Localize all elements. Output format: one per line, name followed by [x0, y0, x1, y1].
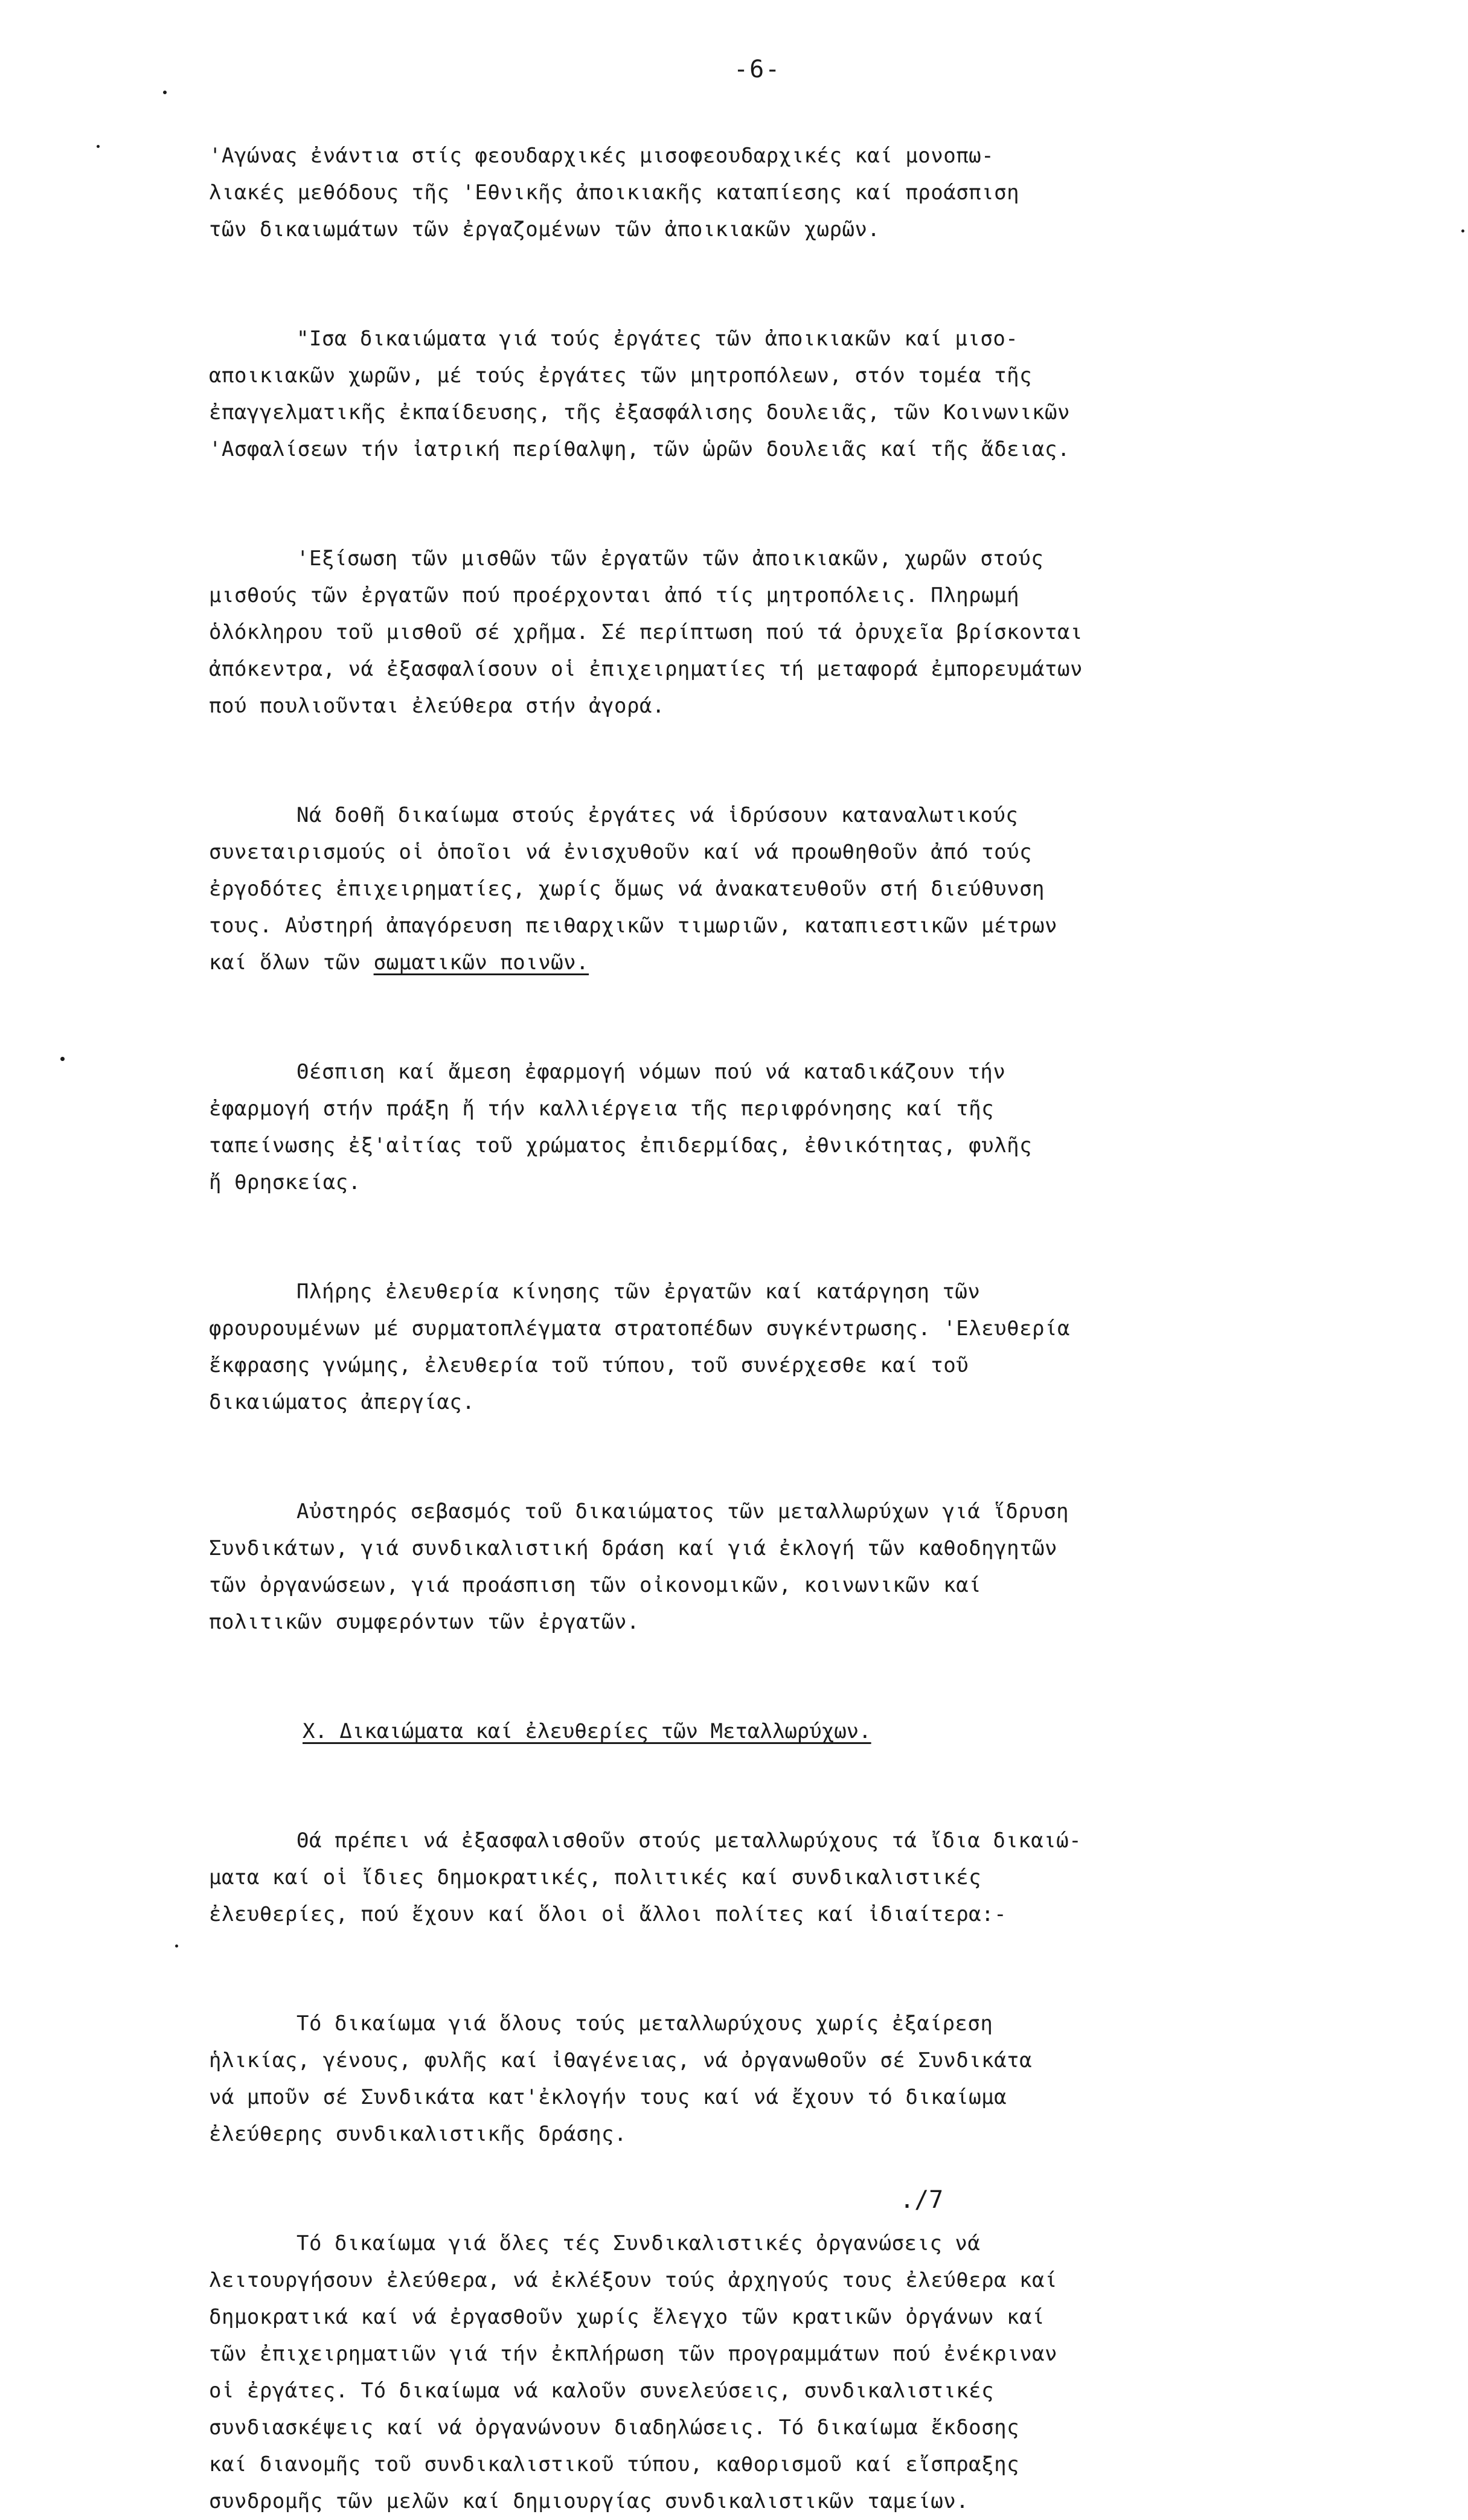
text-line: λιακές μεθόδους τῆς 'Εθνικῆς ἀποικιακῆς καταπίεσης καί προάσπιση	[209, 181, 1020, 205]
scan-speck	[175, 1945, 178, 1948]
scan-speck	[97, 145, 100, 148]
paragraph	[209, 1493, 1308, 1641]
paragraph	[209, 1054, 1308, 1201]
paragraph	[209, 2225, 1308, 2520]
text-line: πού πουλιοῦνται ἐλεύθερα στήν ἀγορά.	[209, 694, 665, 718]
text-line: Τό δικαίωμα γιά ὅλες τές Συνδικαλιστικές ὀργανώσεις νά	[296, 2231, 981, 2255]
text-line: ἤ θρησκείας.	[209, 1170, 361, 1194]
text-line: Θέσπιση καί ἄμεση ἐφαρμογή νόμων πού νά καταδικάζουν τήν	[296, 1060, 1006, 1084]
paragraph	[209, 797, 1308, 981]
text-line: τῶν ἐπιχειρηματιῶν γιά τήν ἐκπλήρωση τῶν προγραμμάτων πού ἐνέκριναν	[209, 2342, 1057, 2366]
text-line: Πλήρης ἐλευθερία κίνησης τῶν ἐργατῶν καί κατάργηση τῶν	[296, 1280, 981, 1304]
text-line-with-underline: καί ὅλων τῶν σωματικῶν ποινῶν.	[209, 951, 589, 975]
paragraph	[209, 1823, 1308, 1933]
text-line: 'Εξίσωση τῶν μισθῶν τῶν ἐργατῶν τῶν ἀποικιακῶν, χωρῶν στούς	[296, 547, 1044, 571]
text-line: 'Ασφαλίσεων τήν ἰατρική περίθαλψη, τῶν ὡρῶν δουλειᾶς καί τῆς ἄδειας.	[209, 437, 1070, 461]
text-line: ὁλόκληρου τοῦ μισθοῦ σέ χρῆμα. Σέ περίπτωση πού τά ὀρυχεῖα βρίσκονται	[209, 620, 1083, 644]
paragraph	[209, 1274, 1308, 1421]
section-heading: X. Δικαιώματα καί ἐλευθερίες τῶν Μεταλλωρύχων.	[303, 1719, 871, 1743]
scan-speck	[60, 1057, 65, 1061]
document-body	[209, 138, 1308, 2520]
text-line: συνδρομῆς τῶν μελῶν καί δημιουργίας συνδικαλιστικῶν ταμείων.	[209, 2489, 969, 2513]
paragraph	[209, 138, 1308, 248]
text-line: λειτουργήσουν ἐλεύθερα, νά ἐκλέξουν τούς ἀρχηγούς τους ἐλεύθερα καί	[209, 2268, 1057, 2292]
paragraph	[209, 540, 1308, 725]
text-line: πολιτικῶν συμφερόντων τῶν ἐργατῶν.	[209, 1610, 639, 1634]
text-line: ἐλεύθερης συνδικαλιστικῆς δράσης.	[209, 2122, 627, 2146]
text-line: Νά δοθῆ δικαίωμα στούς ἐργάτες νά ἱδρύσουν καταναλωτικούς	[296, 803, 1019, 827]
text-line: ἐφαρμογή στήν πράξη ἤ τήν καλλιέργεια τῆς περιφρόνησης καί τῆς	[209, 1097, 995, 1121]
text-line: ἐλευθερίες, πού ἔχουν καί ὅλοι οἱ ἄλλοι πολίτες καί ἰδιαίτερα:-	[209, 1902, 1007, 1926]
text-line: ἐπαγγελματικῆς ἐκπαίδευσης, τῆς ἐξασφάλισης δουλειᾶς, τῶν Κοινωνικῶν	[209, 400, 1070, 425]
text-line: ματα καί οἱ ἴδιες δημοκρατικές, πολιτικές καί συνδικαλιστικές	[209, 1865, 982, 1890]
text-line: 'Αγώνας ἐνάντια στίς φεουδαρχικές μισοφεουδαρχικές καί μονοπω-	[209, 144, 995, 168]
text-line: δημοκρατικά καί νά ἐργασθοῦν χωρίς ἔλεγχο τῶν κρατικῶν ὀργάνων καί	[209, 2305, 1045, 2329]
text-line: συνεταιρισμούς οἱ ὁποῖοι νά ἐνισχυθοῦν καί νά προωθηθοῦν ἀπό τούς	[209, 840, 1033, 864]
text-line: Τό δικαίωμα γιά ὅλους τούς μεταλλωρύχους χωρίς ἐξαίρεση	[296, 2012, 993, 2036]
text-line: οἱ ἐργάτες. Τό δικαίωμα νά καλοῦν συνελεύσεις, συνδικαλιστικές	[209, 2379, 995, 2403]
text-line: τῶν δικαιωμάτων τῶν ἐργαζομένων τῶν ἀποικιακῶν χωρῶν.	[209, 217, 880, 242]
paragraph	[209, 2005, 1308, 2153]
paragraph	[209, 321, 1308, 468]
scan-speck	[1461, 229, 1464, 232]
text-line: Συνδικάτων, γιά συνδικαλιστική δράση καί γιά ἐκλογή τῶν καθοδηγητῶν	[209, 1536, 1057, 1560]
text-line: τους. Αὐστηρή ἀπαγόρευση πειθαρχικῶν τιμωριῶν, καταπιεστικῶν μέτρων	[209, 914, 1057, 938]
page-number: -6-	[734, 56, 781, 83]
text-line: ἀπόκεντρα, νά ἐξασφαλίσουν οἱ ἐπιχειρηματίες τή μεταφορά ἐμπορευμάτων	[209, 657, 1083, 681]
text-line: "Ισα δικαιώματα γιά τούς ἐργάτες τῶν ἀποικιακῶν καί μισο-	[296, 327, 1019, 351]
text-line: ταπείνωσης ἐξ'αἰτίας τοῦ χρώματος ἐπιδερμίδας, ἐθνικότητας, φυλῆς	[209, 1133, 1033, 1158]
text-line: φρουρουμένων μέ συρματοπλέγματα στρατοπέδων συγκέντρωσης. 'Ελευθερία	[209, 1316, 1070, 1341]
text-line: ἐργοδότες ἐπιχειρηματίες, χωρίς ὅμως νά ἀνακατευθοῦν στή διεύθυνση	[209, 877, 1045, 901]
underlined-phrase: σωματικῶν ποινῶν.	[373, 951, 589, 975]
text-line: νά μποῦν σέ Συνδικάτα κατ'ἐκλογήν τους καί νά ἔχουν τό δικαίωμα	[209, 2085, 1007, 2109]
text-line: ἡλικίας, γένους, φυλῆς καί ἰθαγένειας, νά ὀργανωθοῦν σέ Συνδικάτα	[209, 2048, 1033, 2073]
text-line: αποικιακῶν χωρῶν, μέ τούς ἐργάτες τῶν μητροπόλεων, στόν τομέα τῆς	[209, 364, 1033, 388]
text-line: δικαιώματος ἀπεργίας.	[209, 1390, 475, 1414]
text-line: Αὐστηρός σεβασμός τοῦ δικαιώματος τῶν μεταλλωρύχων γιά ἵδρυση	[296, 1499, 1069, 1524]
scan-speck	[163, 91, 167, 94]
continuation-mark: ./7	[900, 2186, 944, 2214]
text-line: τῶν ὀργανώσεων, γιά προάσπιση τῶν οἰκονομικῶν, κοινωνικῶν καί	[209, 1573, 982, 1597]
text-line: συνδιασκέψεις καί νά ὀργανώνουν διαδηλώσεις. Τό δικαίωμα ἔκδοσης	[209, 2416, 1020, 2440]
text-line: καί διανομῆς τοῦ συνδικαλιστικοῦ τύπου, καθορισμοῦ καί εἴσπραξης	[209, 2452, 1020, 2477]
text-line: ἔκφρασης γνώμης, ἐλευθερία τοῦ τύπου, τοῦ συνέρχεσθε καί τοῦ	[209, 1353, 969, 1377]
text-line: μισθούς τῶν ἐργατῶν πού προέρχονται ἀπό τίς μητροπόλεις. Πληρωμή	[209, 583, 1020, 608]
text-line: Θά πρέπει νά ἐξασφαλισθοῦν στούς μεταλλωρύχους τά ἴδια δικαιώ-	[296, 1829, 1082, 1853]
